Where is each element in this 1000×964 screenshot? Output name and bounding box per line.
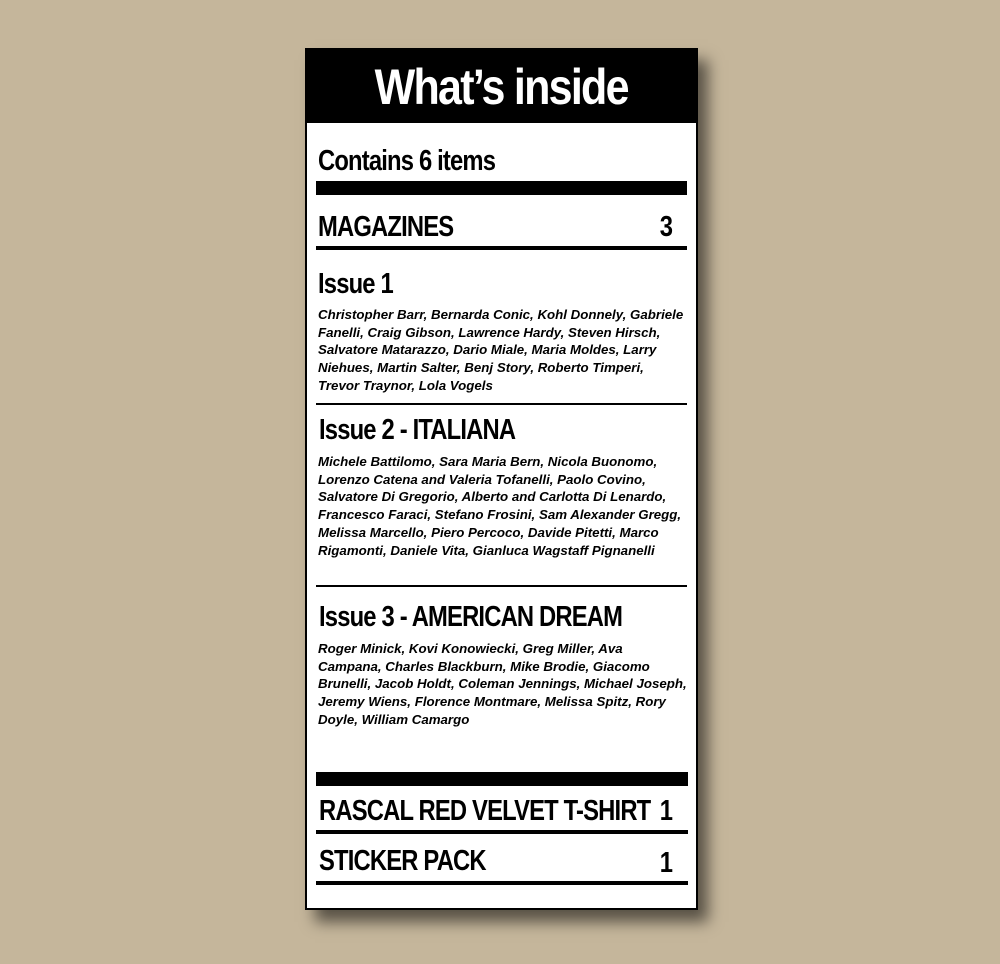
items-count-summary: Contains 6 items — [318, 145, 496, 177]
issue-1-contributors: Christopher Barr, Bernarda Conic, Kohl Donnely, Gabriele Fanelli, Craig Gibson, Lawrence Hardy, Steven Hirsch, Salvatore Matarazzo, Dario Miale, Maria Moldes, Larry Niehues, Martin Salter, Benj Story, Roberto Timperi, Trevor Traynor, Lola Vogels — [318, 307, 684, 393]
issue-1-title: Issue 1 — [318, 268, 393, 300]
magazines-count: 3 — [659, 211, 672, 243]
issue-2-title: Issue 2 - ITALIANA — [319, 414, 516, 446]
divider — [316, 830, 688, 834]
header-bar — [307, 50, 696, 123]
issue-3-title: Issue 3 - AMERICAN DREAM — [319, 601, 623, 633]
thin-divider — [316, 585, 687, 587]
magazines-label: MAGAZINES — [318, 211, 454, 243]
thin-divider — [316, 403, 687, 405]
contents-label-card — [305, 48, 698, 910]
header-title: What’s inside — [374, 58, 629, 115]
tshirt-label: RASCAL RED VELVET T-SHIRT — [319, 795, 651, 827]
divider — [316, 246, 687, 250]
thick-divider — [316, 181, 687, 195]
sticker-pack-label: STICKER PACK — [319, 845, 486, 877]
thick-divider — [316, 772, 688, 786]
divider — [316, 881, 688, 885]
issue-2-contributors: Michele Battilomo, Sara Maria Bern, Nicola Buonomo, Lorenzo Catena and Valeria Tofanelli, Paolo Covino, Salvatore Di Gregorio, Alberto and Carlotta Di Lenardo, Francesco Faraci, Stefano Frosini, Sam Alexander Gregg, Melissa Marcello, Piero Percoco, Davide Pitetti, Marco Rigamonti, Daniele Vita, Gianluca Wagstaff Pignanelli — [318, 454, 682, 558]
sticker-pack-count: 1 — [659, 847, 672, 879]
tshirt-count: 1 — [659, 795, 672, 827]
issue-3-contributors: Roger Minick, Kovi Konowiecki, Greg Miller, Ava Campana, Charles Blackburn, Mike Brodie, Giacomo Brunelli, Jacob Holdt, Coleman Jennings, Michael Joseph, Jeremy Wiens, Florence Montmare, Melissa Spitz, Rory Doyle, William Camargo — [318, 641, 687, 727]
